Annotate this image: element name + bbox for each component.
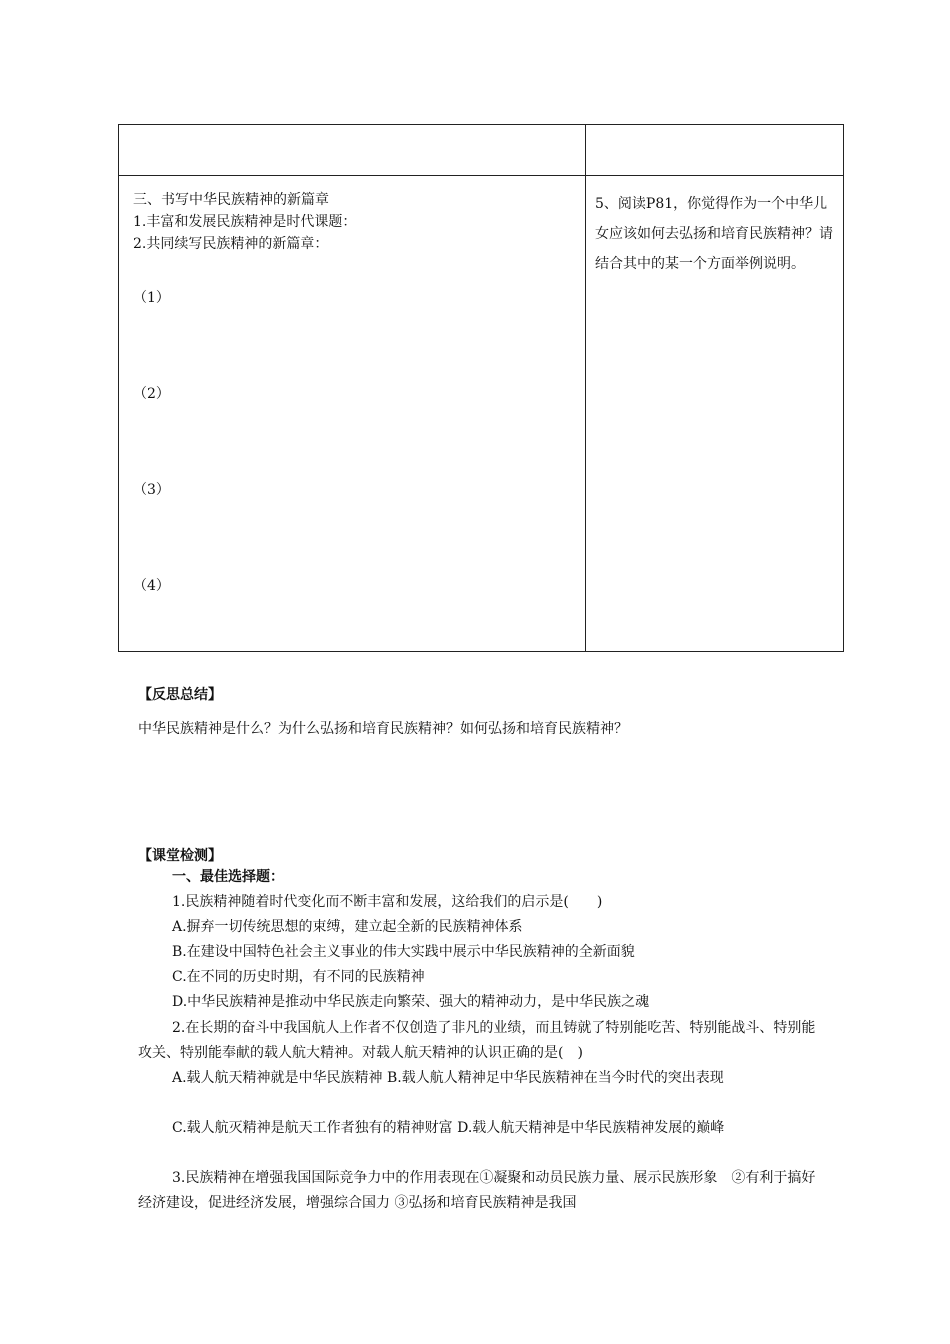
right-cell-question: 5、阅读P81，你觉得作为一个中华儿女应该如何去弘扬和培育民族精神？请结合其中的某一个方面举例说明。 [595,196,833,272]
question-1-option-b: B.在建设中国特色社会主义事业的伟大实践中展示中华民族精神的全新面貌 [172,944,635,960]
blank-item-3: （3） [133,482,170,498]
table-row-divider [119,175,843,176]
check-heading: 【课堂检测】 [138,848,222,864]
question-1-option-a: A.摒弃一切传统思想的束缚，建立起全新的民族精神体系 [172,919,523,935]
question-2-options-ab: A.载人航天精神就是中华民族精神 B.载人航人精神足中华民族精神在当今时代的突出表现 [172,1070,724,1086]
worksheet-table [118,124,844,652]
table-column-divider [585,125,586,651]
question-1-option-c: C.在不同的历史时期，有不同的民族精神 [172,969,425,985]
blank-item-4: （4） [133,578,170,594]
blank-item-1: （1） [133,290,170,306]
left-heading: 三、书写中华民族精神的新篇章 [133,192,329,208]
reflection-question: 中华民族精神是什么？为什么弘扬和培育民族精神？如何弘扬和培育民族精神？ [138,721,628,737]
left-cell [133,189,573,255]
question-2-options-cd: C.载人航灭精神是航天工作者独有的精神财富 D.载人航天精神是中华民族精神发展的巅峰 [172,1120,725,1136]
question-1-stem: 1.民族精神随着时代变化而不断丰富和发展，这给我们的启示是( ) [172,894,603,910]
question-3-stem: 3.民族精神在增强我国国际竞争力中的作用表现在①凝聚和动员民族力量、展示民族形象 ②有利于搞好经济建设，促进经济发展，增强综合国力 ③弘扬和培育民族精神是我国 [138,1170,816,1211]
question-2-stem: 2.在长期的奋斗中我国航人上作者不仅创造了非凡的业绩，而且铸就了特别能吃苦、特别能战斗、特别能攻关、特别能奉献的载人航大精神。对载人航天精神的认识正确的是( ) [138,1020,816,1061]
question-1-option-d: D.中华民族精神是推动中华民族走向繁荣、强大的精神动力，是中华民族之魂 [172,994,650,1010]
left-item-1: 1.丰富和发展民族精神是时代课题： [133,214,357,230]
reflection-heading: 【反思总结】 [138,687,222,703]
left-item-2: 2.共同续写民族精神的新篇章： [133,236,329,252]
section-heading: 一、最佳选择题： [172,869,284,885]
blank-item-2: （2） [133,386,170,402]
